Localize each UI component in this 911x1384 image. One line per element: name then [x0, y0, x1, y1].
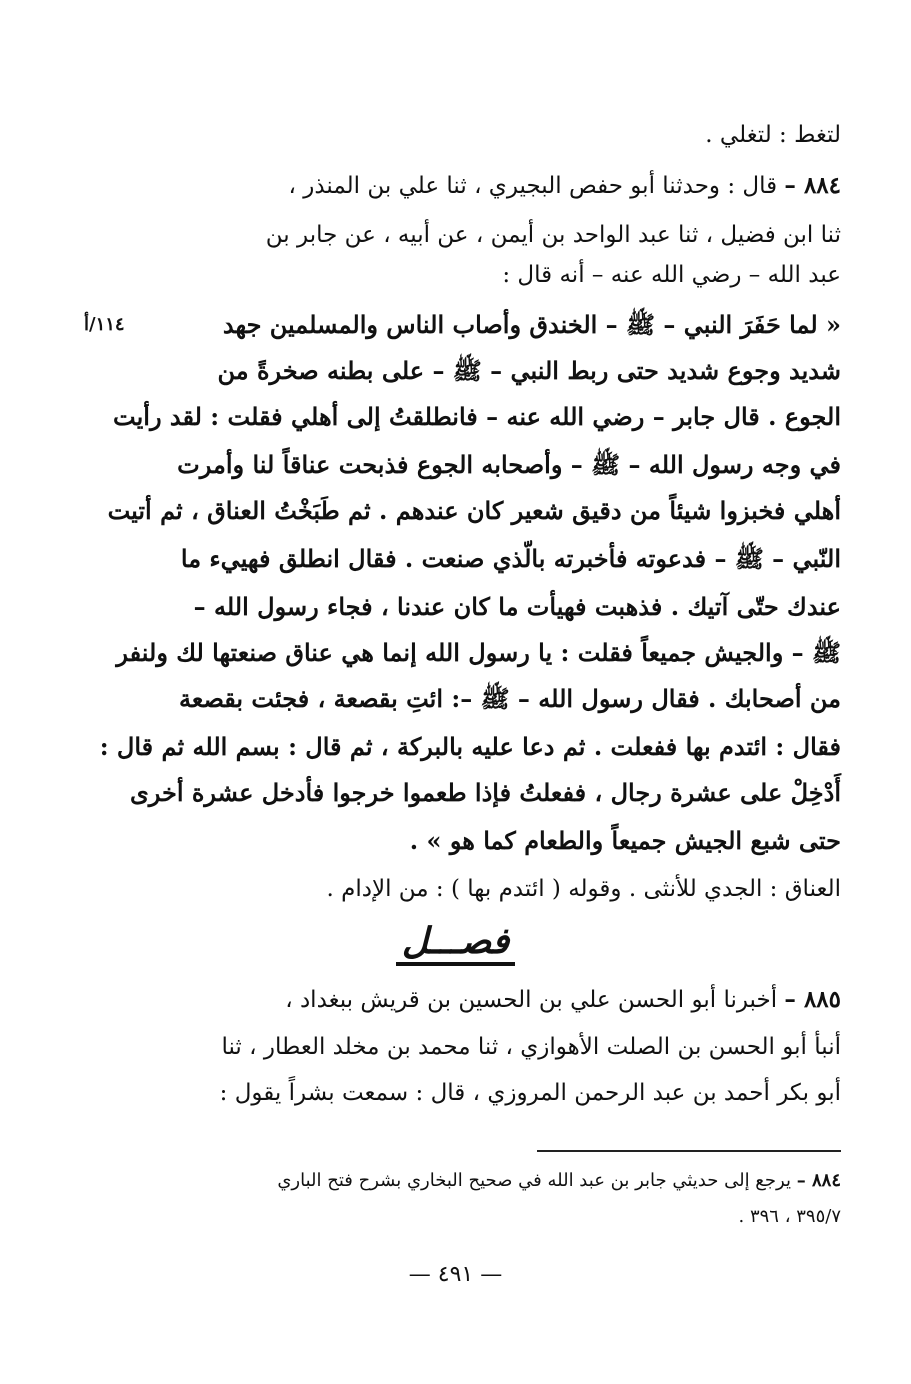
text-line: أبو بكر أحمد بن عبد الرحمن المروزي ، قال : سمعت بشراً يقول : [219, 1080, 841, 1106]
hadith-line: شديد وجوع شديد حتى ربط النبي – ﷺ – على بطنه صخرةً من [217, 356, 841, 385]
footnote-number: ٨٨٤ – [796, 1170, 841, 1191]
text-line-content: قال : وحدثنا أبو حفص البجيري ، ثنا علي بن المنذر ، [288, 173, 778, 199]
footnote-divider [537, 1150, 841, 1152]
glossary-line: العناق : الجدي للأنثى . وقوله ( ائتدم بها ) : من الإدام . [326, 876, 841, 902]
margin-reference: ١١٤/أ [84, 314, 125, 335]
hadith-line: النّبي – ﷺ – فدعوته فأخبرته بالّذي صنعت . فقال انطلق فهييء ما [180, 544, 841, 573]
hadith-number: ٨٨٤ – [784, 172, 841, 199]
hadith-line: فقال : ائتدم بها ففعلت . ثم دعا عليه بالبركة ، ثم قال : بسم الله ثم قال : [99, 732, 841, 761]
footnote-text: يرجع إلى حديثي جابر بن عبد الله في صحيح البخاري بشرح فتح الباري [277, 1170, 791, 1191]
hadith-line: أهلي فخبزوا شيئاً من دقيق شعير كان عندهم . ثم طَبَخْتُ العناق ، ثم أتيت [107, 496, 841, 525]
hadith-line: « لما حَفَرَ النبي – ﷺ – الخندق وأصاب الناس والمسلمين جهد [222, 310, 841, 339]
hadith-line: في وجه رسول الله – ﷺ – وأصحابه الجوع فذبحت عناقاً لنا وأمرت [177, 450, 841, 479]
hadith-line: حتى شبع الجيش جميعاً والطعام كما هو » . [409, 826, 841, 855]
section-heading-text: فصـــل [396, 920, 515, 966]
text-line [285, 986, 841, 1013]
footnote-line [277, 1170, 841, 1191]
text-line: لتغط : لتغلي . [705, 122, 841, 148]
page-number: — ٤٩١ — [408, 1262, 503, 1287]
footnote-line: ٣٩٥/٧ ، ٣٩٦ . [738, 1206, 841, 1227]
hadith-line: ﷺ – والجيش جميعاً فقلت : يا رسول الله إنما هي عناق صنعتها لك ولنفر [116, 638, 841, 667]
text-line: عبد الله – رضي الله عنه – أنه قال : [502, 262, 841, 288]
text-line [289, 172, 841, 199]
text-line: ثنا ابن فضيل ، ثنا عبد الواحد بن أيمن ، عن أبيه ، عن جابر بن [265, 222, 841, 248]
text-line: أنبأ أبو الحسن بن الصلت الأهوازي ، ثنا محمد بن مخلد العطار ، ثنا [221, 1034, 841, 1060]
hadith-line: من أصحابك . فقال رسول الله – ﷺ –: ائتِ بقصعة ، فجئت بقصعة [179, 684, 841, 713]
text-line-content: أخبرنا أبو الحسن علي بن الحسين بن قريش ببغداد ، [285, 987, 778, 1013]
hadith-line: أَدْخِلْ على عشرة رجال ، ففعلتُ فإذا طعموا خرجوا فأدخل عشرة أخرى [129, 778, 841, 807]
section-heading [0, 920, 911, 962]
hadith-number: ٨٨٥ – [784, 986, 841, 1013]
hadith-line: الجوع . قال جابر – رضي الله عنه – فانطلقتُ إلى أهلي فقلت : لقد رأيت [113, 402, 841, 431]
hadith-line: عندك حتّى آتيك . فذهبت فهيأت ما كان عندنا ، فجاء رسول الله – [193, 592, 841, 621]
